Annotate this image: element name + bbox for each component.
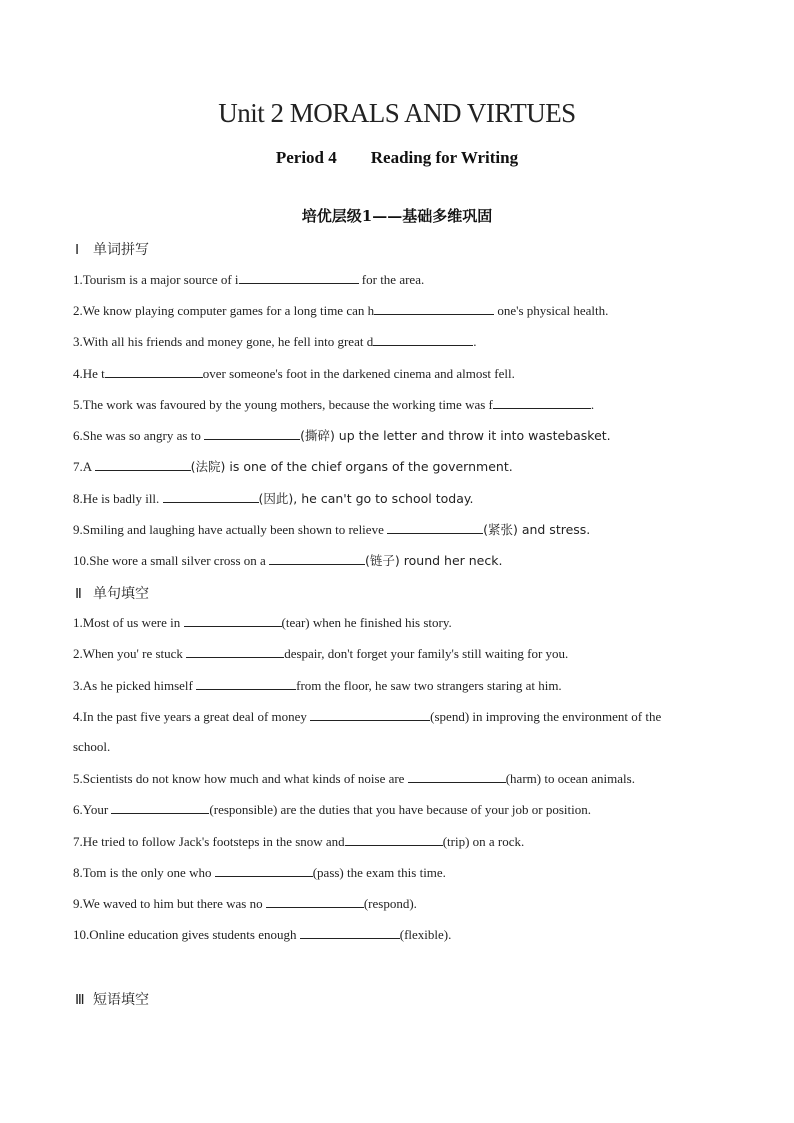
question-item [73, 333, 723, 350]
answer-blank[interactable] [373, 333, 473, 346]
question-text: 10.She wore a small silver cross on a [73, 553, 270, 568]
question-text: 10.Online education gives students enough [73, 927, 300, 942]
answer-blank[interactable] [186, 645, 284, 658]
question-text: 8.He is badly ill. [73, 491, 163, 506]
question-item [73, 801, 723, 818]
section-number: Ⅲ [75, 993, 85, 1008]
answer-blank[interactable] [204, 427, 300, 440]
section-number: Ⅱ [75, 587, 82, 602]
question-text: . [590, 397, 595, 412]
question-text: (respond). [363, 896, 417, 911]
period-heading [0, 148, 794, 168]
question-text: (harm) to ocean animals. [505, 771, 635, 786]
question-item [73, 614, 723, 631]
question-text: (responsible) are the duties that you have because of your job or position. [209, 802, 592, 817]
question-item-continuation: school. [73, 739, 111, 754]
answer-blank[interactable] [493, 396, 591, 409]
question-text: 3.With all his friends and money gone, he fell into great d [73, 334, 374, 349]
answer-blank[interactable] [387, 521, 483, 534]
question-item [73, 521, 723, 538]
answer-blank[interactable] [269, 552, 365, 565]
question-text: 1.Most of us were in [73, 615, 184, 630]
question-text: (tear) when he finished his story. [281, 615, 452, 630]
answer-blank[interactable] [105, 365, 203, 378]
question-text: 7.A [73, 459, 95, 474]
section-1-heading [75, 239, 149, 259]
period-title: Reading for Writing [370, 148, 519, 167]
question-item [73, 895, 723, 912]
question-item [73, 645, 723, 662]
level-heading: 培优层级1——基础多维巩固 [301, 207, 493, 225]
question-text: 7.He tried to follow Jack's footsteps in the snow and [73, 834, 345, 849]
question-item [73, 427, 723, 444]
question-text: 5.The work was favoured by the young mothers, because the working time was f [73, 397, 493, 412]
question-text: (因此), he can't go to school today. [258, 491, 474, 506]
section-3-heading [75, 989, 149, 1009]
question-text: (法院) is one of the chief organs of the government. [190, 459, 513, 474]
question-text: 1.Tourism is a major source of i [73, 272, 239, 287]
answer-blank[interactable] [345, 833, 443, 846]
section-2-heading [75, 583, 149, 603]
section-number: Ⅰ [75, 243, 80, 258]
question-text: over someone's foot in the darkened cinema and almost fell. [202, 366, 515, 381]
period-label: Period 4 [275, 148, 337, 167]
question-text: (pass) the exam this time. [312, 865, 446, 880]
question-text: (flexible). [399, 927, 452, 942]
question-text: (spend) in improving the environment of the [430, 709, 662, 724]
answer-blank[interactable] [300, 926, 400, 939]
question-item [73, 302, 723, 319]
question-text: 6.She was so angry as to [73, 428, 205, 443]
question-text: 2.When you' re stuck [73, 646, 187, 661]
question-item [73, 926, 723, 943]
question-text: (紧张) and stress. [483, 522, 591, 537]
question-item [73, 864, 723, 881]
question-item [73, 396, 723, 413]
section-title: 单词拼写 [93, 242, 149, 258]
question-text: for the area. [358, 272, 425, 287]
answer-blank[interactable] [239, 271, 359, 284]
answer-blank[interactable] [111, 801, 209, 814]
question-text: 4.In the past five years a great deal of money [73, 709, 311, 724]
answer-blank[interactable] [184, 614, 282, 627]
question-text: 2.We know playing computer games for a long time can h [73, 303, 375, 318]
question-item [73, 770, 723, 787]
question-text: . [473, 334, 477, 349]
answer-blank[interactable] [266, 895, 364, 908]
question-text: (trip) on a rock. [442, 834, 525, 849]
question-item [73, 490, 723, 507]
answer-blank[interactable] [374, 302, 494, 315]
question-text: one's physical health. [494, 303, 609, 318]
answer-blank[interactable] [95, 458, 191, 471]
question-text: 3.As he picked himself [73, 678, 197, 693]
question-item [73, 271, 723, 288]
question-item [73, 458, 723, 475]
question-text: despair, don't forget your family's still waiting for you. [284, 646, 569, 661]
question-text: 6.Your [73, 802, 112, 817]
question-text: (链子) round her neck. [365, 553, 503, 568]
section-title: 单句填空 [93, 586, 149, 602]
answer-blank[interactable] [310, 708, 430, 721]
answer-blank[interactable] [196, 677, 296, 690]
answer-blank[interactable] [163, 490, 259, 503]
question-item [73, 365, 723, 382]
question-text: 8.Tom is the only one who [73, 865, 215, 880]
question-text: 4.He t [73, 366, 105, 381]
section-title: 短语填空 [93, 992, 149, 1008]
question-text: 5.Scientists do not know how much and what kinds of noise are [73, 771, 408, 786]
question-text: 9.We waved to him but there was no [73, 896, 266, 911]
question-text: 9.Smiling and laughing have actually been shown to relieve [73, 522, 388, 537]
question-text: (撕碎) up the letter and throw it into wastebasket. [300, 428, 611, 443]
question-item [73, 833, 723, 850]
answer-blank[interactable] [215, 864, 313, 877]
question-item [73, 552, 723, 569]
answer-blank[interactable] [408, 770, 506, 783]
question-item [73, 708, 723, 725]
unit-title: Unit 2 MORALS AND VIRTUES [218, 98, 576, 128]
question-text: from the floor, he saw two strangers staring at him. [296, 678, 562, 693]
question-item [73, 677, 723, 694]
